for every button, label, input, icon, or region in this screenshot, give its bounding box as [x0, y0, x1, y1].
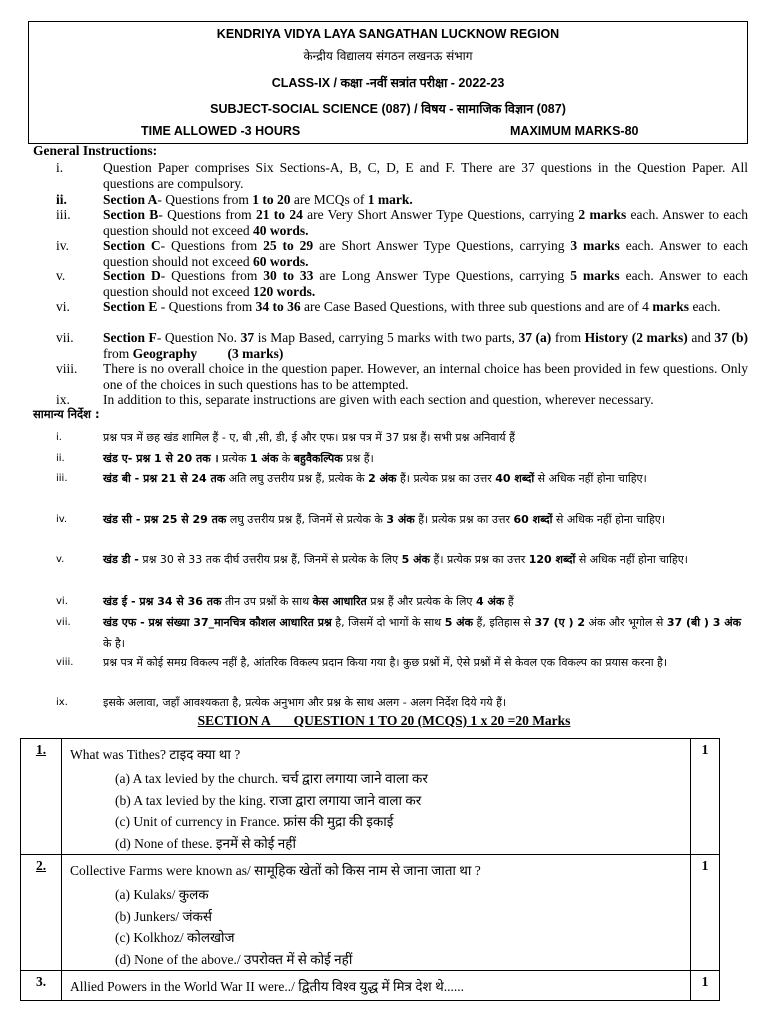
org-name-hindi: केन्द्रीय विद्यालय संगठन लखनऊ संभाग — [303, 49, 473, 63]
question-text: Allied Powers in the World War II were../ द्वितीय विश्व युद्ध में मित्र देश थे...... — [70, 979, 464, 994]
question-marks: 1 — [691, 855, 720, 971]
question-number: 1. — [35, 742, 47, 757]
question-text: Collective Farms were known as/ सामूहिक खेतों को किस नाम से जाना जाता था ? — [70, 863, 481, 878]
org-name-english: KENDRIYA VIDYA LAYA SANGATHAN LUCKNOW REGION — [216, 27, 560, 41]
section-a-heading: SECTION A QUESTION 1 TO 20 (MCQS) 1 x 20 =20 Marks — [197, 713, 571, 728]
question-marks: 1 — [691, 739, 720, 855]
question-row — [21, 855, 720, 971]
option-b: (b) A tax levied by the king. राजा द्वारा लगाया जाने वाला कर — [115, 792, 422, 808]
question-row — [21, 739, 720, 855]
question-marks: 1 — [691, 971, 720, 1001]
option-a: (a) A tax levied by the church. चर्च द्वारा लगाया जाने वाला कर — [115, 771, 428, 786]
time-allowed: TIME ALLOWED -3 HOURS — [141, 124, 301, 138]
hindi-instructions-title: सामान्य निर्देश : — [33, 407, 100, 421]
exam-header — [28, 21, 748, 144]
question-number: 2. — [35, 858, 47, 873]
question-text: What was Tithes? टाइद क्या था ? — [70, 747, 241, 762]
option-d: (d) None of these. इनमें से कोई नहीं — [115, 835, 296, 851]
question-number: 3. — [35, 974, 47, 989]
general-instructions-title: General Instructions: — [33, 143, 158, 158]
option-c: (c) Unit of currency in France. फ्रांस की मुद्रा की इकाई — [115, 814, 394, 829]
question-row — [21, 971, 720, 1001]
option-b: (b) Junkers/ जंकर्स — [115, 908, 212, 924]
question-table — [20, 738, 720, 1001]
option-c: (c) Kolkhoz/ कोलखोज — [115, 930, 235, 945]
option-d: (d) None of the above./ उपरोक्त में से कोई नहीं — [115, 951, 353, 967]
class-line: CLASS-IX / कक्षा -नवीं सत्रांत परीक्षा - 2022-23 — [271, 76, 505, 90]
option-a: (a) Kulaks/ कुलक — [115, 887, 209, 902]
maximum-marks: MAXIMUM MARKS-80 — [510, 124, 639, 138]
subject-line: SUBJECT-SOCIAL SCIENCE (087) / विषय - सामाजिक विज्ञान (087) — [210, 102, 566, 116]
